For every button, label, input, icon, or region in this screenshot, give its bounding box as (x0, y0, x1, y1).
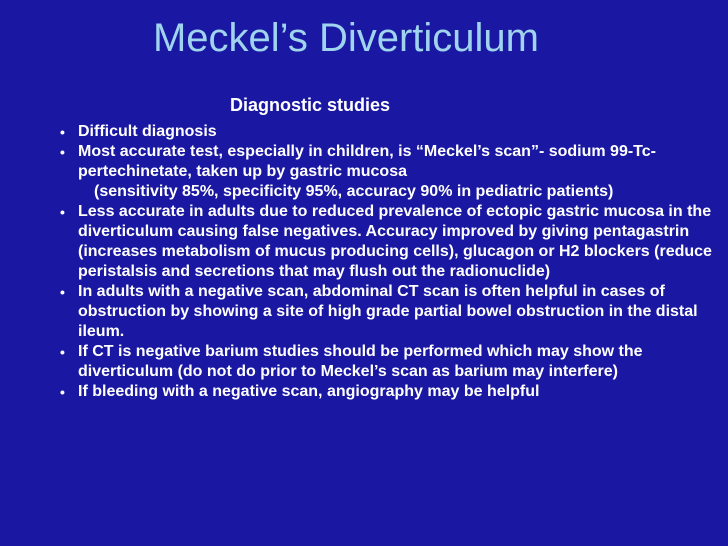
list-item (0, 382, 728, 402)
bullet-icon: • (60, 344, 65, 360)
list-item (0, 342, 728, 382)
list-item (0, 202, 728, 282)
list-item (0, 282, 728, 342)
bullet-icon: • (60, 384, 65, 400)
list-item-text: If bleeding with a negative scan, angiography may be helpful (78, 383, 540, 400)
bullet-list (0, 122, 728, 402)
list-item-text: Most accurate test, especially in children, is “Meckel’s scan”- sodium 99-Tc-pertechinetate, taken up by gastric mucosa (78, 143, 656, 180)
list-item-text: If CT is negative barium studies should be performed which may show the diverticulum (do not do prior to Meckel’s scan as barium may interfere) (78, 343, 643, 380)
bullet-icon: • (60, 144, 65, 160)
list-item-text: Less accurate in adults due to reduced prevalence of ectopic gastric mucosa in the diverticulum causing false negatives. Accuracy improved by giving pentagastrin (increases metabolism of mucus producing cells), glucagon or H2 blockers (reduce peristalsis and secretions that may flush out the radionuclide) (78, 203, 712, 280)
bullet-icon: • (60, 204, 65, 220)
bullet-icon: • (60, 124, 65, 140)
slide-subtitle: Diagnostic studies (230, 95, 391, 115)
list-item-continuation (0, 182, 728, 202)
bullet-icon: • (60, 284, 65, 300)
continuation-text: (sensitivity 85%, specificity 95%, accuracy 90% in pediatric patients) (94, 183, 614, 200)
list-item-text: In adults with a negative scan, abdominal CT scan is often helpful in cases of obstruction by showing a site of high grade partial bowel obstruction in the distal ileum. (78, 283, 698, 340)
list-item (0, 142, 728, 182)
list-item-text: Difficult diagnosis (78, 123, 217, 140)
slide-title: Meckel’s Diverticulum (152, 16, 539, 60)
list-item (0, 122, 728, 142)
